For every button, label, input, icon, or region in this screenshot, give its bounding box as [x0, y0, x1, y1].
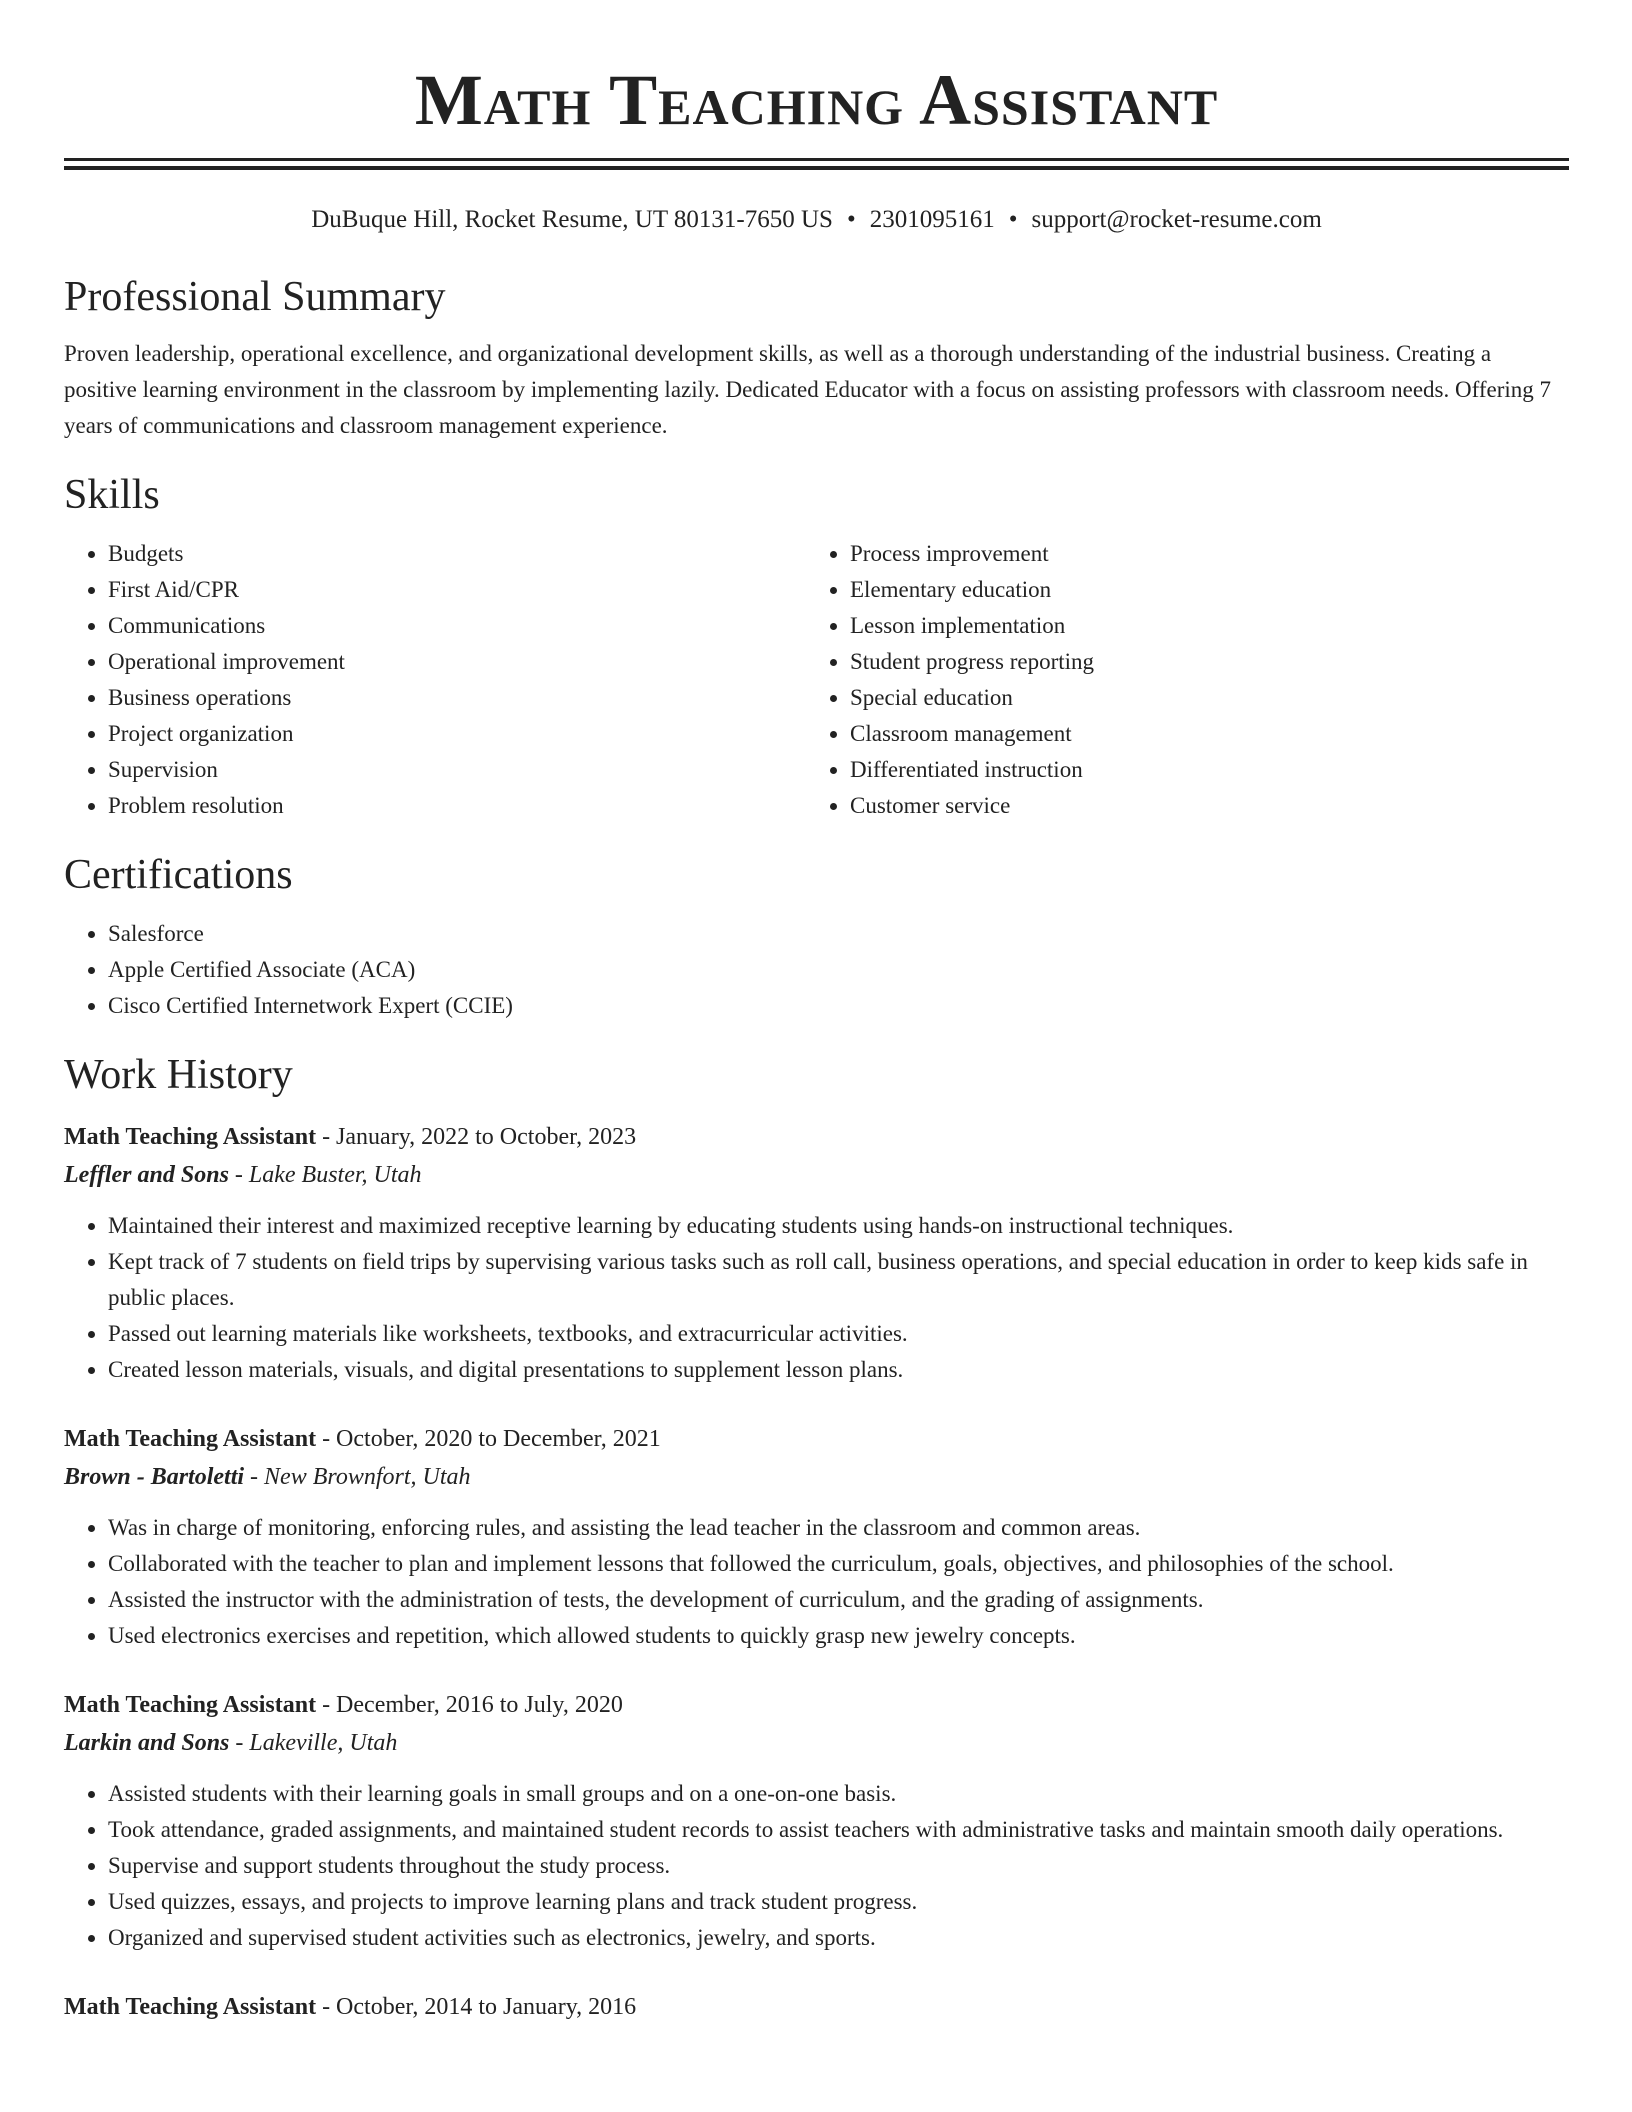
summary-heading: Professional Summary	[64, 274, 446, 320]
list-item: • Project organization	[108, 716, 806, 752]
contact-separator: •	[1008, 206, 1018, 233]
list-item: • Used electronics exercises and repetition, which allowed students to quickly grasp new jewelry concepts.	[108, 1618, 1569, 1654]
list-item: • Classroom management	[850, 716, 1548, 752]
job-employer	[64, 1458, 1569, 1496]
job-location: - Lakeville, Utah	[229, 1730, 398, 1756]
job-header	[64, 1118, 1569, 1156]
contact-separator: •	[846, 206, 856, 233]
list-item: • Problem resolution	[108, 788, 806, 824]
contact-email[interactable]: support@rocket-resume.com	[1031, 206, 1322, 233]
job-entry	[64, 1420, 1569, 1654]
skills-column-left	[64, 536, 806, 824]
list-item: • Business operations	[108, 680, 806, 716]
job-header	[64, 1988, 1569, 2026]
title-divider	[64, 158, 1569, 170]
list-item: • Created lesson materials, visuals, and digital presentations to supplement lesson plans.	[108, 1352, 1569, 1388]
resume-page	[64, 0, 1569, 2026]
job-company: Brown - Bartoletti	[64, 1464, 245, 1490]
job-entry	[64, 1988, 1569, 2026]
job-bullets	[64, 1510, 1569, 1654]
list-item: • Elementary education	[850, 572, 1548, 608]
list-item: • Took attendance, graded assignments, and maintained student records to assist teachers with administrative tasks and maintain smooth daily operations.	[108, 1812, 1569, 1848]
skills-column-right	[806, 536, 1548, 824]
list-item: • Student progress reporting	[850, 644, 1548, 680]
skills-heading: Skills	[64, 472, 160, 518]
list-item: • Passed out learning materials like worksheets, textbooks, and extracurricular activities.	[108, 1316, 1569, 1352]
job-employer	[64, 1724, 1569, 1762]
list-item: • Process improvement	[850, 536, 1548, 572]
job-dates: - October, 2020 to December, 2021	[316, 1426, 661, 1452]
job-title: Math Teaching Assistant	[64, 1426, 317, 1452]
list-item: • Was in charge of monitoring, enforcing rules, and assisting the lead teacher in the classroom and common areas.	[108, 1510, 1569, 1546]
list-item: • Special education	[850, 680, 1548, 716]
job-entry	[64, 1118, 1569, 1388]
certifications-section	[64, 850, 1569, 1024]
summary-section	[64, 272, 1569, 444]
list-item: • Assisted the instructor with the administration of tests, the development of curriculum, and the grading of assignments.	[108, 1582, 1569, 1618]
list-item: • Lesson implementation	[850, 608, 1548, 644]
list-item: • Assisted students with their learning goals in small groups and on a one-on-one basis.	[108, 1776, 1569, 1812]
list-item: • Budgets	[108, 536, 806, 572]
job-dates: - December, 2016 to July, 2020	[316, 1692, 623, 1718]
work-history-heading: Work History	[64, 1052, 293, 1098]
job-bullets	[64, 1208, 1569, 1388]
contact-line	[64, 202, 1569, 238]
certifications-heading: Certifications	[64, 852, 293, 898]
job-dates: - October, 2014 to January, 2016	[316, 1994, 637, 2020]
job-company: Leffler and Sons	[64, 1162, 229, 1188]
skills-list-right	[806, 536, 1548, 824]
job-bullets	[64, 1776, 1569, 1956]
certifications-list	[64, 916, 1569, 1024]
list-item: • Used quizzes, essays, and projects to improve learning plans and track student progress.	[108, 1884, 1569, 1920]
job-company: Larkin and Sons	[64, 1730, 230, 1756]
job-entry	[64, 1686, 1569, 1956]
skills-section	[64, 470, 1569, 824]
list-item: • Customer service	[850, 788, 1548, 824]
contact-phone: 2301095161	[869, 206, 995, 233]
list-item: • Operational improvement	[108, 644, 806, 680]
list-item: • Supervision	[108, 752, 806, 788]
job-header	[64, 1686, 1569, 1724]
job-dates: - January, 2022 to October, 2023	[316, 1124, 637, 1150]
skills-columns	[64, 536, 1569, 824]
job-employer	[64, 1156, 1569, 1194]
job-location: - New Brownfort, Utah	[244, 1464, 471, 1490]
job-title: Math Teaching Assistant	[64, 1124, 317, 1150]
job-header	[64, 1420, 1569, 1458]
job-title: Math Teaching Assistant	[64, 1994, 317, 2020]
list-item: • Apple Certified Associate (ACA)	[108, 952, 1569, 988]
contact-address: DuBuque Hill, Rocket Resume, UT 80131-7650 US	[311, 206, 833, 233]
list-item: • Cisco Certified Internetwork Expert (CCIE)	[108, 988, 1569, 1024]
list-item: • Organized and supervised student activities such as electronics, jewelry, and sports.	[108, 1920, 1569, 1956]
list-item: • Salesforce	[108, 916, 1569, 952]
list-item: • Communications	[108, 608, 806, 644]
work-history-section	[64, 1050, 1569, 2026]
list-item: • Kept track of 7 students on field trips by supervising various tasks such as roll call, business operations, and special education in order to keep kids safe in public places.	[108, 1244, 1569, 1316]
skills-list-left	[64, 536, 806, 824]
job-location: - Lake Buster, Utah	[228, 1162, 422, 1188]
list-item: • Collaborated with the teacher to plan and implement lessons that followed the curriculum, goals, objectives, and philosophies of the school.	[108, 1546, 1569, 1582]
list-item: • First Aid/CPR	[108, 572, 806, 608]
summary-text: Proven leadership, operational excellence, and organizational development skills, as well as a thorough understanding of the industrial business. Creating a positive learning environment in the classroom by implementing lazily. Dedicated Educator with a focus on assisting professors with classroom needs. Offering 7 years of communications and classroom management experience.	[64, 341, 1551, 438]
resume-title: Math Teaching Assistant	[414, 60, 1219, 140]
list-item: • Maintained their interest and maximized receptive learning by educating students using hands-on instructional techniques.	[108, 1208, 1569, 1244]
list-item: • Supervise and support students throughout the study process.	[108, 1848, 1569, 1884]
list-item: • Differentiated instruction	[850, 752, 1548, 788]
job-title: Math Teaching Assistant	[64, 1692, 317, 1718]
